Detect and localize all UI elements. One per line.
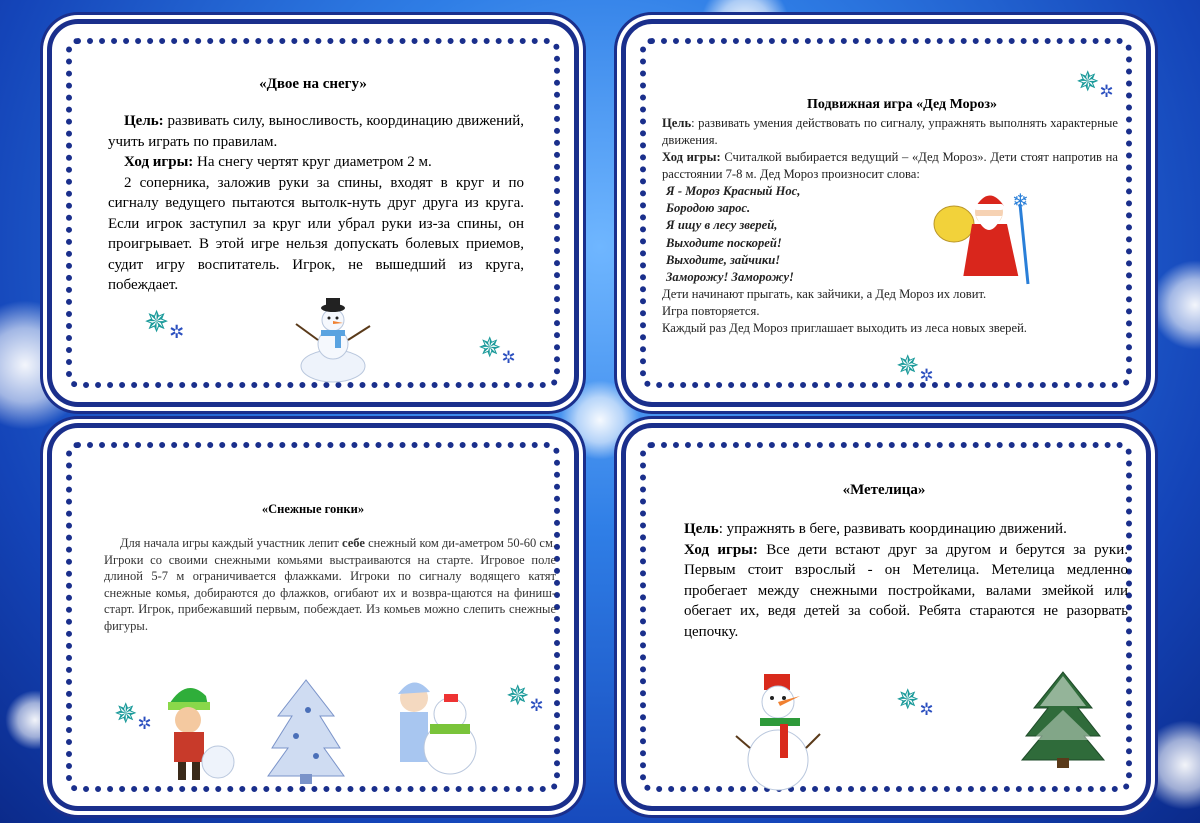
rules-text: 2 соперника, заложив руки за спины, входят в круг и по сигналу ведущего пытаются вытолк-нуть друг друга из круга. Если игрок заступил за круг или убрал руки из-за спины, он проигрывает. В этой игре нельзя допускать болевых приемов, судит игру воспитатель. Игрок, не вышедший из круга, побеждает.: [108, 174, 524, 293]
snowman-icon: [288, 294, 378, 384]
goal-text: развивать силу, выносливость, координацию движений, учить играть по правилам.: [108, 113, 524, 150]
snowman-icon: [734, 668, 824, 793]
poem-line: Я - Мороз Красный Нос,: [666, 184, 801, 198]
goal-label: Цель: [662, 116, 692, 130]
snowflake-icon: $✵_✲$: [896, 683, 934, 719]
bokeh-light: [1140, 720, 1200, 810]
elf-child-icon: [156, 676, 236, 786]
poem: [662, 183, 1118, 286]
snow-children-icon: [384, 672, 484, 782]
card-title: «Снежные гонки»: [261, 502, 365, 516]
card-title: Подвижная игра «Дед Мороз»: [806, 97, 998, 112]
card-title: «Метелица»: [842, 482, 926, 498]
after-line: Дети начинают прыгать, как зайчики, а Дед Мороз их ловит.: [662, 287, 987, 302]
card-text: [92, 111, 534, 296]
card-snow-race: [52, 428, 574, 806]
christmas-tree-icon: [266, 676, 346, 786]
snowflake-icon: $✵_✲$: [506, 679, 544, 715]
poem-line: Заморожу! Заморожу!: [666, 270, 794, 285]
poem-line: Я ищу в лесу зверей,: [666, 218, 778, 233]
card-text: [104, 535, 556, 634]
card-text: [684, 519, 1128, 642]
snowflake-icon: $✵_✲$: [114, 697, 152, 733]
play-text: На снегу чертят круг диаметром 2 м.: [193, 154, 432, 170]
play-text: Все дети встают друг за другом и берутся за руки. Первым стоит взрослый - он Метелица. Метелица медленно пробегает между снежными постройками, валами змейкой или обегает их, ведя детей за собой. Ребята стараются не разорвать цепочку.: [684, 541, 1128, 640]
snowflake-icon: $✵_✲$: [896, 349, 934, 385]
card-text: [662, 115, 1118, 337]
snowflake-icon: $✵_✲$: [1076, 65, 1114, 101]
santa-claus-icon: [932, 184, 1042, 289]
goal-label: Цель: [684, 521, 719, 537]
card-title: «Двое на снегу»: [259, 76, 367, 92]
snowflake-icon: $✵_✲$: [144, 305, 185, 343]
play-label: Ход игры:: [662, 150, 721, 164]
after-line: Каждый раз Дед Мороз приглашает выходить из леса новых зверей.: [662, 321, 1027, 336]
card-ded-moroz: [626, 24, 1146, 402]
after-line: Игра повторяется.: [662, 304, 760, 319]
play-label: Ход игры:: [124, 154, 194, 170]
poem-line: Выходите, зайчики!: [666, 252, 781, 267]
play-label: Ход игры:: [684, 541, 758, 558]
card-two-on-snow: [52, 24, 574, 402]
poem-line: Бородою зарос.: [666, 201, 751, 216]
goal-text: : упражнять в беге, развивать координацию движений.: [718, 521, 1067, 537]
bokeh-light: [1150, 260, 1200, 350]
svg-text:❄: ❄: [1012, 189, 1029, 213]
card-metelitsa: [626, 428, 1146, 806]
body-bold: себе: [342, 536, 365, 550]
christmas-tree-icon: [1020, 670, 1106, 770]
body-start: Для начала игры каждый участник лепит: [120, 536, 343, 550]
poem-line: Выходите поскорей!: [666, 235, 782, 250]
body-rest: снежный ком ди-аметром 50-60 см. Игроки со своими снежными комьями выстраиваются на старте. Игровое поле длиной 5-7 м ограничивается флажками. Игроки по сигналу водящего катят снежные комья, добираются до флажков, огибают их и возвра-щаются на финиш-старт. Игрок, прибежавший первым, побеждает. Из комьев можно слепить снежные фигуры.: [104, 536, 557, 633]
goal-text: : развивать умения действовать по сигналу, упражнять выполнять характерные движения.: [662, 116, 1118, 147]
goal-label: Цель:: [124, 113, 164, 129]
play-text: Считалкой выбирается ведущий – «Дед Мороз». Дети стоят напротив на расстоянии 7-8 м. Дед Мороз произносит слова:: [662, 150, 1118, 181]
snowflake-icon: $✵_✲$: [478, 331, 516, 367]
